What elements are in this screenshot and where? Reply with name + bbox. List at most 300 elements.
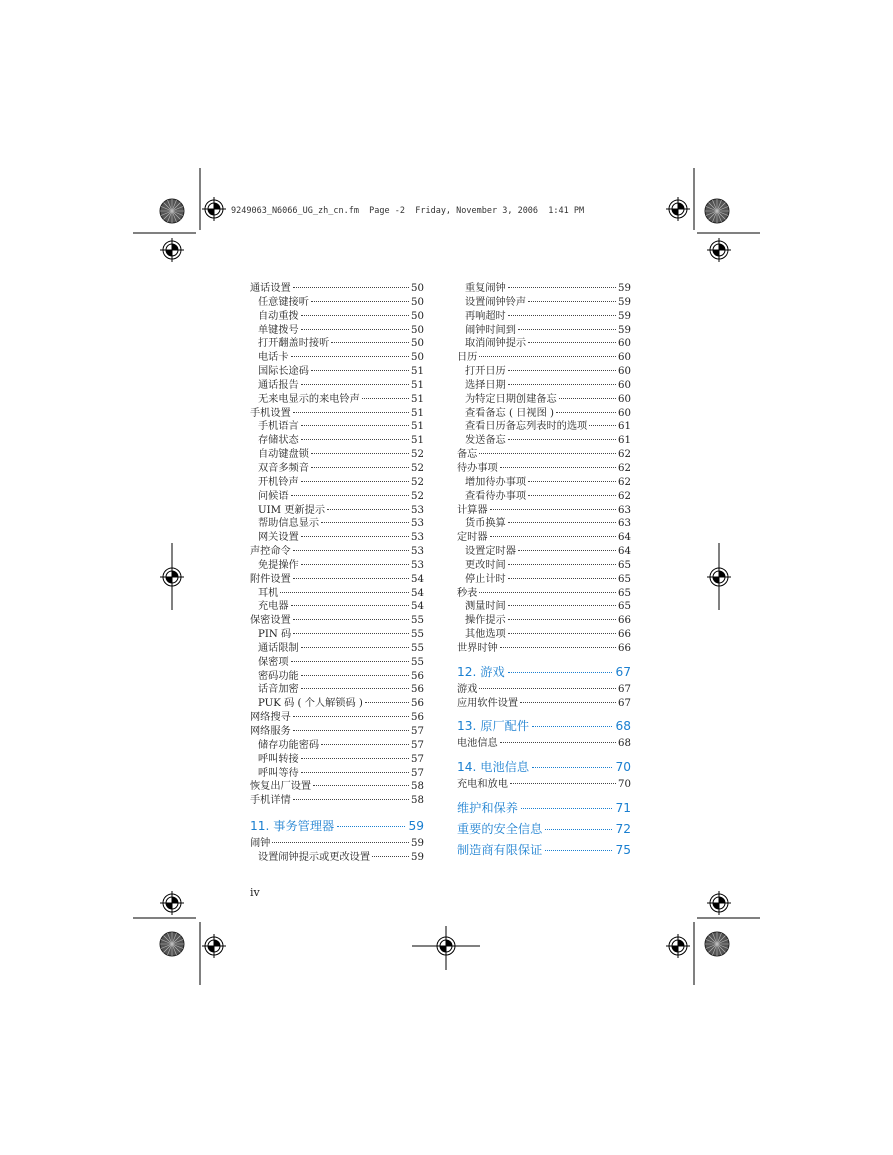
entry-page: 62 bbox=[618, 449, 631, 461]
toc-entry[interactable] bbox=[250, 642, 424, 656]
leader-dots bbox=[301, 384, 409, 385]
toc-entry[interactable] bbox=[250, 393, 424, 407]
entry-title: 密码功能 bbox=[258, 670, 299, 682]
entry-title: 查看日历备忘列表时的选项 bbox=[465, 421, 588, 433]
entry-page: 63 bbox=[618, 518, 631, 530]
entry-title: 附件设置 bbox=[250, 573, 291, 585]
entry-title: 充电和放电 bbox=[457, 779, 508, 791]
entry-page: 56 bbox=[411, 670, 424, 682]
entry-title: 为特定日期创建备忘 bbox=[465, 393, 557, 405]
leader-dots bbox=[293, 633, 409, 634]
toc-right-column bbox=[457, 282, 631, 861]
toc-entry[interactable] bbox=[457, 642, 631, 656]
entry-title: 呼叫等待 bbox=[258, 767, 299, 779]
toc-entry[interactable] bbox=[457, 282, 631, 296]
chapter-page: 68 bbox=[615, 719, 631, 734]
toc-entry[interactable] bbox=[457, 420, 631, 434]
toc-entry[interactable] bbox=[457, 559, 631, 573]
entry-title: 备忘 bbox=[457, 449, 478, 461]
chapter-title: 11. 事务管理器 bbox=[250, 819, 335, 834]
entry-page: 53 bbox=[411, 559, 424, 571]
leader-dots bbox=[293, 730, 409, 731]
leader-dots bbox=[301, 772, 409, 773]
leader-dots bbox=[301, 675, 409, 676]
leader-dots bbox=[490, 536, 616, 537]
entry-title: 通话报告 bbox=[258, 379, 299, 391]
toc-entry[interactable] bbox=[457, 310, 631, 324]
toc-entry[interactable] bbox=[457, 351, 631, 365]
toc-chapter-link[interactable] bbox=[457, 716, 631, 737]
entry-page: 50 bbox=[411, 324, 424, 336]
entry-title: 无来电显示的来电铃声 bbox=[258, 393, 360, 405]
entry-title: 操作提示 bbox=[465, 615, 506, 627]
entry-page: 52 bbox=[411, 476, 424, 488]
entry-page: 56 bbox=[411, 684, 424, 696]
leader-dots bbox=[510, 783, 616, 784]
leader-dots bbox=[528, 481, 616, 482]
toc-entry[interactable] bbox=[457, 628, 631, 642]
entry-title: 应用软件设置 bbox=[457, 697, 519, 709]
entry-title: 打开翻盖时接听 bbox=[258, 338, 330, 350]
leader-dots bbox=[293, 799, 409, 800]
leader-dots bbox=[291, 356, 409, 357]
toc-entry[interactable] bbox=[250, 725, 424, 739]
leader-dots bbox=[528, 495, 616, 496]
toc-entry[interactable] bbox=[250, 365, 424, 379]
leader-dots bbox=[321, 744, 409, 745]
leader-dots bbox=[508, 605, 616, 606]
leader-dots bbox=[532, 767, 612, 768]
toc-entry[interactable] bbox=[250, 656, 424, 670]
leader-dots bbox=[479, 453, 616, 454]
entry-page: 59 bbox=[618, 296, 631, 308]
entry-title: 电话卡 bbox=[258, 352, 289, 364]
entry-page: 59 bbox=[618, 310, 631, 322]
entry-title: 设置闹钟铃声 bbox=[465, 296, 527, 308]
entry-page: 65 bbox=[618, 559, 631, 571]
entry-page: 56 bbox=[411, 698, 424, 710]
entry-page: 50 bbox=[411, 283, 424, 294]
leader-dots bbox=[508, 384, 616, 385]
entry-title: 任意键接听 bbox=[258, 296, 309, 308]
entry-title: 国际长途码 bbox=[258, 366, 309, 378]
leader-dots bbox=[508, 522, 616, 523]
toc-entry[interactable] bbox=[457, 476, 631, 490]
entry-title: 世界时钟 bbox=[457, 642, 498, 654]
toc-entry[interactable] bbox=[250, 794, 424, 808]
entry-page: 57 bbox=[411, 767, 424, 779]
entry-page: 60 bbox=[618, 407, 631, 419]
leader-dots bbox=[301, 439, 409, 440]
leader-dots bbox=[556, 412, 616, 413]
entry-page: 57 bbox=[411, 753, 424, 765]
entry-page: 65 bbox=[618, 601, 631, 613]
entry-title: 货币换算 bbox=[465, 518, 506, 530]
leader-dots bbox=[293, 550, 409, 551]
leader-dots bbox=[313, 785, 409, 786]
entry-title: 免提操作 bbox=[258, 559, 299, 571]
entry-title: 手机详情 bbox=[250, 795, 291, 807]
leader-dots bbox=[589, 425, 616, 426]
entry-title: 单键拨号 bbox=[258, 324, 299, 336]
entry-page: 54 bbox=[411, 573, 424, 585]
leader-dots bbox=[521, 808, 613, 809]
entry-page: 63 bbox=[618, 504, 631, 516]
entry-title: PUK 码 ( 个人解锁码 ) bbox=[258, 698, 363, 710]
leader-dots bbox=[301, 758, 409, 759]
chapter-page: 72 bbox=[615, 822, 631, 837]
chapter-title: 维护和保养 bbox=[457, 801, 518, 816]
entry-title: 电池信息 bbox=[457, 738, 498, 750]
entry-page: 56 bbox=[411, 712, 424, 724]
leader-dots bbox=[311, 370, 409, 371]
toc-entry[interactable] bbox=[250, 559, 424, 573]
toc-entry[interactable] bbox=[250, 296, 424, 310]
toc-entry[interactable] bbox=[457, 545, 631, 559]
leader-dots bbox=[500, 647, 616, 648]
toc-entry[interactable] bbox=[250, 337, 424, 351]
entry-title: 恢复出厂设置 bbox=[250, 781, 312, 793]
toc-entry[interactable] bbox=[457, 337, 631, 351]
leader-dots bbox=[327, 509, 409, 510]
chapter-page: 71 bbox=[615, 801, 631, 816]
toc-entry[interactable] bbox=[250, 379, 424, 393]
entry-page: 57 bbox=[411, 739, 424, 751]
leader-dots bbox=[293, 716, 409, 717]
entry-page: 52 bbox=[411, 449, 424, 461]
entry-page: 61 bbox=[618, 435, 631, 447]
entry-page: 53 bbox=[411, 532, 424, 544]
entry-title: PIN 码 bbox=[258, 629, 292, 641]
toc-entry[interactable] bbox=[457, 379, 631, 393]
entry-page: 60 bbox=[618, 366, 631, 378]
leader-dots bbox=[559, 398, 616, 399]
toc-entry[interactable] bbox=[250, 851, 424, 865]
toc-entry[interactable] bbox=[457, 393, 631, 407]
entry-page: 61 bbox=[618, 421, 631, 433]
entry-title: 耳机 bbox=[258, 587, 279, 599]
entry-page: 66 bbox=[618, 615, 631, 627]
leader-dots bbox=[508, 287, 616, 288]
entry-page: 62 bbox=[618, 490, 631, 502]
toc-entry[interactable] bbox=[250, 517, 424, 531]
leader-dots bbox=[293, 619, 409, 620]
toc-entry[interactable] bbox=[457, 490, 631, 504]
leader-dots bbox=[520, 702, 616, 703]
entry-title: 通话设置 bbox=[250, 283, 291, 294]
entry-page: 55 bbox=[411, 629, 424, 641]
entry-page: 59 bbox=[618, 283, 631, 294]
entry-page: 58 bbox=[411, 795, 424, 807]
entry-page: 70 bbox=[618, 779, 631, 791]
entry-title: 日历 bbox=[457, 352, 478, 364]
chapter-page: 67 bbox=[615, 664, 631, 679]
toc-entry[interactable] bbox=[250, 407, 424, 421]
toc-entry[interactable] bbox=[457, 531, 631, 545]
toc-entry[interactable] bbox=[250, 753, 424, 767]
toc-entry[interactable] bbox=[250, 697, 424, 711]
toc-left-column bbox=[250, 282, 424, 865]
leader-dots bbox=[291, 661, 409, 662]
entry-title: 充电器 bbox=[258, 601, 289, 613]
leader-dots bbox=[311, 453, 409, 454]
toc-entry[interactable] bbox=[457, 683, 631, 697]
leader-dots bbox=[528, 301, 616, 302]
entry-title: 查看待办事项 bbox=[465, 490, 527, 502]
entry-page: 50 bbox=[411, 296, 424, 308]
entry-title: 更改时间 bbox=[465, 559, 506, 571]
toc-entry[interactable] bbox=[250, 600, 424, 614]
entry-page: 65 bbox=[618, 587, 631, 599]
toc-entry[interactable] bbox=[250, 683, 424, 697]
toc-entry[interactable] bbox=[250, 780, 424, 794]
entry-page: 64 bbox=[618, 532, 631, 544]
leader-dots bbox=[518, 550, 616, 551]
entry-title: 闹钟时间到 bbox=[465, 324, 516, 336]
toc-entry[interactable] bbox=[250, 628, 424, 642]
toc-entry[interactable] bbox=[250, 711, 424, 725]
entry-page: 55 bbox=[411, 656, 424, 668]
entry-page: 64 bbox=[618, 546, 631, 558]
leader-dots bbox=[301, 425, 409, 426]
leader-dots bbox=[490, 509, 616, 510]
chapter-page: 59 bbox=[408, 819, 424, 834]
entry-title: 设置定时器 bbox=[465, 546, 516, 558]
leader-dots bbox=[311, 301, 409, 302]
entry-page: 54 bbox=[411, 587, 424, 599]
leader-dots bbox=[518, 329, 616, 330]
toc-entry[interactable] bbox=[250, 420, 424, 434]
leader-dots bbox=[301, 564, 409, 565]
toc-right-tail-chapters bbox=[457, 792, 631, 861]
toc-entry[interactable] bbox=[250, 448, 424, 462]
toc-entry[interactable] bbox=[250, 587, 424, 601]
print-header-line: 9249063_N6066_UG_zh_cn.fm Page -2 Friday, November 3, 2006 1:41 PM bbox=[231, 206, 585, 216]
leader-dots bbox=[293, 412, 409, 413]
toc-entry[interactable] bbox=[250, 531, 424, 545]
entry-title: 闹钟 bbox=[250, 838, 271, 850]
entry-title: 双音多频音 bbox=[258, 462, 309, 474]
toc-chapter-link[interactable] bbox=[457, 840, 631, 861]
entry-title: 重复闹钟 bbox=[465, 283, 506, 294]
entry-page: 50 bbox=[411, 310, 424, 322]
entry-title: 游戏 bbox=[457, 683, 478, 695]
leader-dots bbox=[293, 578, 409, 579]
toc-entry[interactable] bbox=[250, 614, 424, 628]
chapter-page: 70 bbox=[615, 760, 631, 775]
toc-chapter-link[interactable] bbox=[457, 757, 631, 778]
entry-page: 57 bbox=[411, 726, 424, 737]
entry-title: 存储状态 bbox=[258, 435, 299, 447]
entry-title: 保密设置 bbox=[250, 615, 291, 627]
entry-page: 59 bbox=[411, 851, 424, 863]
toc-entry[interactable] bbox=[457, 778, 631, 792]
entry-title: 打开日历 bbox=[465, 366, 506, 378]
toc-entry[interactable] bbox=[457, 448, 631, 462]
leader-dots bbox=[311, 467, 409, 468]
entry-title: 手机设置 bbox=[250, 407, 291, 419]
entry-title: 停止计时 bbox=[465, 573, 506, 585]
toc-entry[interactable] bbox=[250, 573, 424, 587]
entry-title: 增加待办事项 bbox=[465, 476, 527, 488]
toc-entry[interactable] bbox=[250, 670, 424, 684]
toc-entry[interactable] bbox=[457, 365, 631, 379]
toc-entry[interactable] bbox=[250, 490, 424, 504]
entry-title: 测量时间 bbox=[465, 601, 506, 613]
entry-title: 话音加密 bbox=[258, 684, 299, 696]
leader-dots bbox=[479, 356, 616, 357]
leader-dots bbox=[508, 672, 613, 673]
entry-page: 60 bbox=[618, 352, 631, 364]
entry-title: 取消闹钟提示 bbox=[465, 338, 527, 350]
entry-title: 设置闹钟提示或更改设置 bbox=[258, 851, 371, 863]
entry-title: 问候语 bbox=[258, 490, 289, 502]
leader-dots bbox=[301, 481, 409, 482]
toc-entry[interactable] bbox=[457, 462, 631, 476]
toc-left-entries bbox=[250, 282, 424, 808]
chapter-title: 14. 电池信息 bbox=[457, 760, 530, 775]
toc-chapter-link[interactable] bbox=[457, 662, 631, 683]
entry-page: 62 bbox=[618, 476, 631, 488]
toc-entry[interactable] bbox=[250, 739, 424, 753]
entry-title: 网络服务 bbox=[250, 726, 291, 737]
entry-page: 55 bbox=[411, 642, 424, 654]
toc-entry[interactable] bbox=[250, 324, 424, 338]
toc-entry[interactable] bbox=[250, 837, 424, 851]
entry-title: 其他选项 bbox=[465, 629, 506, 641]
entry-page: 65 bbox=[618, 573, 631, 585]
chapter-title: 制造商有限保证 bbox=[457, 843, 543, 858]
toc-entry[interactable] bbox=[457, 324, 631, 338]
toc-entry[interactable] bbox=[457, 573, 631, 587]
entry-title: 再响超时 bbox=[465, 310, 506, 322]
toc-entry[interactable] bbox=[457, 697, 631, 711]
toc-left-after-entries bbox=[250, 837, 424, 865]
entry-title: 开机铃声 bbox=[258, 476, 299, 488]
entry-page: 68 bbox=[618, 738, 631, 750]
chapter-title: 12. 游戏 bbox=[457, 664, 505, 679]
entry-title: 定时器 bbox=[457, 532, 488, 544]
page-folio: iv bbox=[250, 886, 260, 899]
leader-dots bbox=[372, 856, 409, 857]
leader-dots bbox=[500, 742, 616, 743]
toc-entry[interactable] bbox=[250, 310, 424, 324]
entry-title: 声控命令 bbox=[250, 546, 291, 558]
leader-dots bbox=[272, 842, 409, 843]
entry-page: 51 bbox=[411, 435, 424, 447]
leader-dots bbox=[479, 592, 616, 593]
leader-dots bbox=[301, 647, 409, 648]
leader-dots bbox=[301, 329, 409, 330]
entry-page: 51 bbox=[411, 421, 424, 433]
leader-dots bbox=[508, 439, 616, 440]
toc-entry[interactable] bbox=[250, 434, 424, 448]
entry-page: 67 bbox=[618, 683, 631, 695]
toc-entry[interactable] bbox=[250, 476, 424, 490]
entry-page: 60 bbox=[618, 393, 631, 405]
toc-entry[interactable] bbox=[457, 407, 631, 421]
toc-entry[interactable] bbox=[250, 282, 424, 296]
toc-entry[interactable] bbox=[457, 434, 631, 448]
entry-page: 62 bbox=[618, 462, 631, 474]
entry-title: 计算器 bbox=[457, 504, 488, 516]
entry-page: 66 bbox=[618, 642, 631, 654]
entry-title: 自动重拨 bbox=[258, 310, 299, 322]
toc-chapter-link[interactable] bbox=[457, 819, 631, 840]
entry-page: 54 bbox=[411, 601, 424, 613]
entry-page: 51 bbox=[411, 407, 424, 419]
leader-dots bbox=[321, 522, 409, 523]
leader-dots bbox=[508, 619, 616, 620]
toc-entry[interactable] bbox=[457, 614, 631, 628]
entry-title: 保密项 bbox=[258, 656, 289, 668]
leader-dots bbox=[508, 370, 616, 371]
entry-title: 储存功能密码 bbox=[258, 739, 320, 751]
entry-page: 53 bbox=[411, 546, 424, 558]
leader-dots bbox=[508, 633, 616, 634]
toc-entry[interactable] bbox=[457, 504, 631, 518]
toc-entry[interactable] bbox=[250, 504, 424, 518]
toc-entry[interactable] bbox=[250, 351, 424, 365]
leader-dots bbox=[301, 688, 409, 689]
entry-page: 52 bbox=[411, 490, 424, 502]
leader-dots bbox=[291, 495, 409, 496]
toc-right-entries bbox=[457, 282, 631, 656]
chapter-title: 13. 原厂配件 bbox=[457, 719, 530, 734]
leader-dots bbox=[479, 688, 616, 689]
entry-page: 66 bbox=[618, 629, 631, 641]
entry-page: 51 bbox=[411, 393, 424, 405]
entry-title: 发送备忘 bbox=[465, 435, 506, 447]
toc-entry[interactable] bbox=[457, 517, 631, 531]
entry-page: 59 bbox=[618, 324, 631, 336]
entry-title: 网络搜寻 bbox=[250, 712, 291, 724]
toc-entry[interactable] bbox=[250, 545, 424, 559]
leader-dots bbox=[337, 826, 405, 827]
leader-dots bbox=[545, 829, 612, 830]
leader-dots bbox=[331, 342, 409, 343]
entry-page: 55 bbox=[411, 615, 424, 627]
entry-title: 待办事项 bbox=[457, 462, 498, 474]
toc-entry[interactable] bbox=[250, 462, 424, 476]
leader-dots bbox=[291, 605, 409, 606]
entry-page: 50 bbox=[411, 338, 424, 350]
toc-entry[interactable] bbox=[457, 737, 631, 751]
entry-page: 58 bbox=[411, 781, 424, 793]
entry-page: 51 bbox=[411, 366, 424, 378]
toc-entry[interactable] bbox=[457, 600, 631, 614]
leader-dots bbox=[500, 467, 616, 468]
toc-entry[interactable] bbox=[457, 296, 631, 310]
leader-dots bbox=[528, 342, 616, 343]
entry-title: 选择日期 bbox=[465, 379, 506, 391]
leader-dots bbox=[362, 398, 409, 399]
toc-chapter-link[interactable] bbox=[250, 816, 424, 837]
toc-entry[interactable] bbox=[250, 767, 424, 781]
entry-page: 53 bbox=[411, 504, 424, 516]
entry-title: 帮助信息显示 bbox=[258, 518, 320, 530]
leader-dots bbox=[280, 592, 409, 593]
entry-title: 通话限制 bbox=[258, 642, 299, 654]
toc-right-sections bbox=[457, 656, 631, 792]
chapter-page: 75 bbox=[615, 843, 631, 858]
leader-dots bbox=[532, 726, 612, 727]
toc-entry[interactable] bbox=[457, 587, 631, 601]
entry-title: 秒表 bbox=[457, 587, 478, 599]
toc-chapter-link[interactable] bbox=[457, 798, 631, 819]
chapter-title: 重要的安全信息 bbox=[457, 822, 543, 837]
leader-dots bbox=[508, 564, 616, 565]
